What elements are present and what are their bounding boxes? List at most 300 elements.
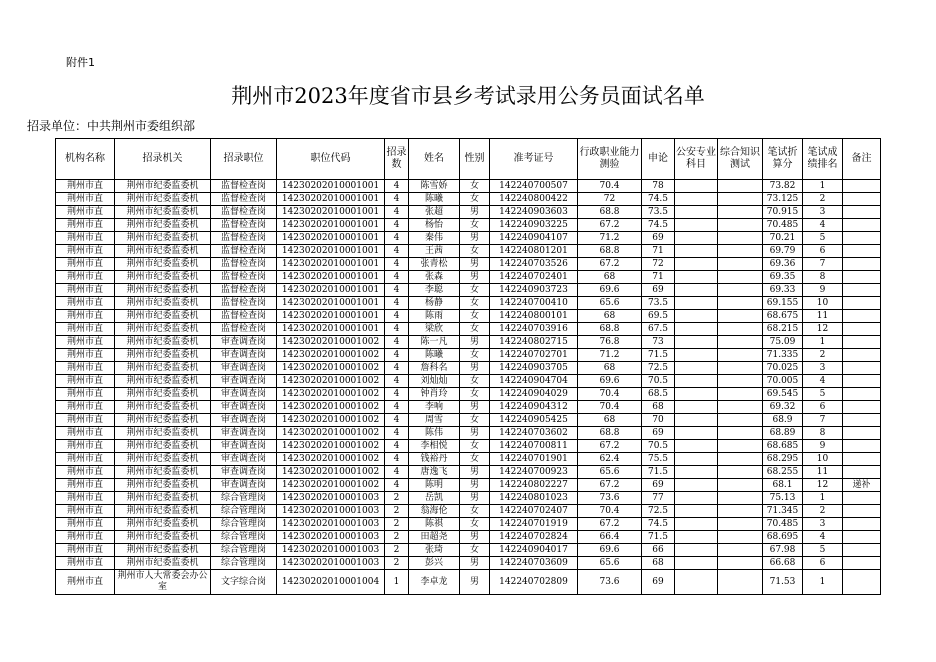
cell-police-subject	[675, 401, 718, 414]
cell-rank: 2	[803, 349, 843, 362]
cell-aptitude: 70.4	[578, 388, 642, 401]
cell-exam-id: 142240801023	[490, 492, 578, 505]
table-row	[56, 492, 881, 505]
cell-name: 陈祺	[409, 518, 460, 531]
cell-gender: 女	[460, 297, 490, 310]
cell-police-subject	[675, 440, 718, 453]
cell-police-subject	[675, 570, 718, 595]
cell-exam-id: 142240802715	[490, 336, 578, 349]
cell-position: 监督检查岗	[211, 219, 277, 232]
cell-remarks	[843, 180, 881, 193]
cell-gender: 男	[460, 362, 490, 375]
cell-position-code: 14230202010001002	[277, 440, 385, 453]
cell-quota: 4	[385, 362, 409, 375]
cell-converted-score: 68.215	[763, 323, 803, 336]
cell-name: 唐逸飞	[409, 466, 460, 479]
cell-general-knowledge	[718, 310, 763, 323]
cell-essay: 73.5	[642, 206, 675, 219]
cell-name: 陈雨	[409, 310, 460, 323]
cell-position: 综合管理岗	[211, 531, 277, 544]
cell-police-subject	[675, 362, 718, 375]
cell-general-knowledge	[718, 362, 763, 375]
cell-police-subject	[675, 414, 718, 427]
cell-aptitude: 70.4	[578, 401, 642, 414]
cell-police-subject	[675, 193, 718, 206]
cell-org: 荆州市直	[56, 531, 115, 544]
cell-rank: 5	[803, 544, 843, 557]
cell-gender: 女	[460, 453, 490, 466]
cell-essay: 69	[642, 570, 675, 595]
cell-remarks	[843, 219, 881, 232]
cell-aptitude: 68.8	[578, 323, 642, 336]
cell-exam-id: 142240702407	[490, 505, 578, 518]
cell-converted-score: 71.53	[763, 570, 803, 595]
cell-police-subject	[675, 466, 718, 479]
cell-name: 陈曦	[409, 349, 460, 362]
cell-exam-id: 142240904312	[490, 401, 578, 414]
cell-exam-id: 142240903603	[490, 206, 578, 219]
cell-name: 张青松	[409, 258, 460, 271]
cell-quota: 4	[385, 245, 409, 258]
cell-converted-score: 69.36	[763, 258, 803, 271]
cell-aptitude: 67.2	[578, 479, 642, 492]
cell-gender: 女	[460, 310, 490, 323]
cell-position: 监督检查岗	[211, 271, 277, 284]
cell-position-code: 14230202010001002	[277, 427, 385, 440]
header-converted-score: 笔试折算分	[763, 139, 803, 180]
header-general-knowledge: 综合知识测试	[718, 139, 763, 180]
cell-general-knowledge	[718, 518, 763, 531]
cell-essay: 72.5	[642, 362, 675, 375]
cell-rank: 8	[803, 271, 843, 284]
cell-agency: 荆州市纪委监委机	[115, 258, 211, 271]
cell-aptitude: 73.6	[578, 570, 642, 595]
cell-essay: 69	[642, 479, 675, 492]
cell-quota: 4	[385, 414, 409, 427]
cell-remarks	[843, 232, 881, 245]
cell-essay: 68	[642, 557, 675, 570]
cell-essay: 72	[642, 258, 675, 271]
cell-essay: 73.5	[642, 297, 675, 310]
cell-essay: 71.5	[642, 349, 675, 362]
table-header-row	[56, 139, 881, 180]
cell-general-knowledge	[718, 388, 763, 401]
cell-rank: 5	[803, 388, 843, 401]
table-row	[56, 531, 881, 544]
cell-police-subject	[675, 206, 718, 219]
cell-general-knowledge	[718, 180, 763, 193]
cell-rank: 12	[803, 323, 843, 336]
cell-aptitude: 70.4	[578, 180, 642, 193]
cell-gender: 男	[460, 232, 490, 245]
cell-exam-id: 142240703916	[490, 323, 578, 336]
cell-police-subject	[675, 245, 718, 258]
cell-gender: 女	[460, 505, 490, 518]
cell-agency: 荆州市纪委监委机	[115, 505, 211, 518]
cell-name: 陈曦	[409, 193, 460, 206]
cell-remarks	[843, 349, 881, 362]
cell-police-subject	[675, 232, 718, 245]
cell-name: 杨怡	[409, 219, 460, 232]
cell-essay: 68.5	[642, 388, 675, 401]
cell-rank: 10	[803, 453, 843, 466]
cell-gender: 男	[460, 531, 490, 544]
cell-remarks	[843, 362, 881, 375]
cell-gender: 男	[460, 570, 490, 595]
cell-position-code: 14230202010001001	[277, 180, 385, 193]
cell-agency: 荆州市纪委监委机	[115, 297, 211, 310]
cell-position: 审查调查岗	[211, 401, 277, 414]
cell-position: 综合管理岗	[211, 518, 277, 531]
cell-position-code: 14230202010001001	[277, 206, 385, 219]
cell-position: 监督检查岗	[211, 180, 277, 193]
cell-gender: 女	[460, 193, 490, 206]
cell-gender: 女	[460, 518, 490, 531]
cell-exam-id: 142240800101	[490, 310, 578, 323]
cell-remarks	[843, 492, 881, 505]
cell-agency: 荆州市纪委监委机	[115, 219, 211, 232]
cell-gender: 男	[460, 271, 490, 284]
cell-gender: 女	[460, 544, 490, 557]
cell-rank: 4	[803, 531, 843, 544]
cell-org: 荆州市直	[56, 414, 115, 427]
cell-converted-score: 68.89	[763, 427, 803, 440]
cell-org: 荆州市直	[56, 570, 115, 595]
cell-exam-id: 142240903723	[490, 284, 578, 297]
cell-remarks	[843, 505, 881, 518]
cell-org: 荆州市直	[56, 479, 115, 492]
cell-essay: 74.5	[642, 219, 675, 232]
cell-rank: 7	[803, 258, 843, 271]
cell-exam-id: 142240700811	[490, 440, 578, 453]
cell-position-code: 14230202010001001	[277, 297, 385, 310]
cell-converted-score: 66.68	[763, 557, 803, 570]
header-exam-id: 准考证号	[490, 139, 578, 180]
cell-converted-score: 69.545	[763, 388, 803, 401]
cell-remarks	[843, 271, 881, 284]
cell-org: 荆州市直	[56, 557, 115, 570]
cell-gender: 男	[460, 401, 490, 414]
cell-org: 荆州市直	[56, 427, 115, 440]
cell-agency: 荆州市纪委监委机	[115, 245, 211, 258]
cell-essay: 69	[642, 232, 675, 245]
cell-position-code: 14230202010001003	[277, 505, 385, 518]
header-rank: 笔试成绩排名	[803, 139, 843, 180]
cell-org: 荆州市直	[56, 206, 115, 219]
cell-agency: 荆州市纪委监委机	[115, 440, 211, 453]
cell-remarks	[843, 388, 881, 401]
cell-remarks	[843, 427, 881, 440]
cell-rank: 3	[803, 362, 843, 375]
cell-name: 翁海伦	[409, 505, 460, 518]
cell-org: 荆州市直	[56, 401, 115, 414]
cell-exam-id: 142240700507	[490, 180, 578, 193]
cell-aptitude: 71.2	[578, 349, 642, 362]
header-police-subject: 公安专业科目	[675, 139, 718, 180]
cell-exam-id: 142240702401	[490, 271, 578, 284]
cell-position-code: 14230202010001004	[277, 570, 385, 595]
cell-police-subject	[675, 427, 718, 440]
cell-position: 综合管理岗	[211, 557, 277, 570]
cell-quota: 4	[385, 440, 409, 453]
cell-gender: 女	[460, 323, 490, 336]
header-aptitude-test: 行政职业能力测验	[578, 139, 642, 180]
cell-position: 审查调查岗	[211, 440, 277, 453]
cell-position: 综合管理岗	[211, 544, 277, 557]
cell-position-code: 14230202010001003	[277, 544, 385, 557]
cell-agency: 荆州市纪委监委机	[115, 206, 211, 219]
cell-exam-id: 142240800422	[490, 193, 578, 206]
cell-name: 刘灿灿	[409, 375, 460, 388]
cell-agency: 荆州市纪委监委机	[115, 466, 211, 479]
cell-aptitude: 70.4	[578, 505, 642, 518]
cell-agency: 荆州市纪委监委机	[115, 414, 211, 427]
cell-general-knowledge	[718, 349, 763, 362]
cell-general-knowledge	[718, 557, 763, 570]
cell-general-knowledge	[718, 297, 763, 310]
cell-aptitude: 67.2	[578, 440, 642, 453]
cell-name: 钟肖玲	[409, 388, 460, 401]
cell-rank: 4	[803, 219, 843, 232]
cell-gender: 女	[460, 180, 490, 193]
header-agency: 招录机关	[115, 139, 211, 180]
cell-position-code: 14230202010001003	[277, 492, 385, 505]
cell-position: 审查调查岗	[211, 466, 277, 479]
cell-remarks	[843, 453, 881, 466]
cell-agency: 荆州市纪委监委机	[115, 310, 211, 323]
cell-name: 梁欣	[409, 323, 460, 336]
cell-position-code: 14230202010001001	[277, 232, 385, 245]
cell-police-subject	[675, 180, 718, 193]
cell-quota: 4	[385, 258, 409, 271]
cell-gender: 女	[460, 388, 490, 401]
cell-police-subject	[675, 258, 718, 271]
cell-remarks	[843, 310, 881, 323]
cell-essay: 78	[642, 180, 675, 193]
cell-essay: 71.5	[642, 531, 675, 544]
cell-position: 监督检查岗	[211, 193, 277, 206]
cell-converted-score: 68.9	[763, 414, 803, 427]
cell-position: 审查调查岗	[211, 388, 277, 401]
cell-police-subject	[675, 505, 718, 518]
cell-aptitude: 68	[578, 362, 642, 375]
table-row	[56, 479, 881, 492]
cell-name: 陈伟	[409, 427, 460, 440]
cell-exam-id: 142240703609	[490, 557, 578, 570]
header-position-code: 职位代码	[277, 139, 385, 180]
cell-agency: 荆州市纪委监委机	[115, 479, 211, 492]
table-row	[56, 544, 881, 557]
cell-name: 王茜	[409, 245, 460, 258]
cell-org: 荆州市直	[56, 440, 115, 453]
cell-quota: 4	[385, 388, 409, 401]
cell-police-subject	[675, 557, 718, 570]
cell-general-knowledge	[718, 284, 763, 297]
cell-aptitude: 67.2	[578, 258, 642, 271]
cell-police-subject	[675, 310, 718, 323]
cell-general-knowledge	[718, 206, 763, 219]
cell-remarks	[843, 518, 881, 531]
cell-remarks	[843, 245, 881, 258]
cell-gender: 女	[460, 245, 490, 258]
table-row	[56, 258, 881, 271]
header-name: 姓名	[409, 139, 460, 180]
cell-agency: 荆州市纪委监委机	[115, 284, 211, 297]
cell-org: 荆州市直	[56, 245, 115, 258]
cell-position-code: 14230202010001002	[277, 414, 385, 427]
cell-agency: 荆州市纪委监委机	[115, 531, 211, 544]
cell-exam-id: 142240701919	[490, 518, 578, 531]
cell-police-subject	[675, 336, 718, 349]
cell-police-subject	[675, 544, 718, 557]
cell-remarks	[843, 570, 881, 595]
cell-name: 陈一凡	[409, 336, 460, 349]
cell-converted-score: 68.685	[763, 440, 803, 453]
cell-org: 荆州市直	[56, 466, 115, 479]
cell-position: 文字综合岗	[211, 570, 277, 595]
cell-position-code: 14230202010001001	[277, 310, 385, 323]
cell-general-knowledge	[718, 466, 763, 479]
cell-agency: 荆州市纪委监委机	[115, 544, 211, 557]
cell-quota: 4	[385, 206, 409, 219]
cell-general-knowledge	[718, 427, 763, 440]
cell-org: 荆州市直	[56, 284, 115, 297]
cell-essay: 70.5	[642, 440, 675, 453]
cell-position-code: 14230202010001001	[277, 271, 385, 284]
header-org: 机构名称	[56, 139, 115, 180]
cell-converted-score: 69.79	[763, 245, 803, 258]
cell-rank: 11	[803, 466, 843, 479]
table-row	[56, 206, 881, 219]
cell-general-knowledge	[718, 193, 763, 206]
cell-converted-score: 69.155	[763, 297, 803, 310]
cell-general-knowledge	[718, 271, 763, 284]
table-row	[56, 518, 881, 531]
cell-aptitude: 68	[578, 271, 642, 284]
cell-remarks	[843, 414, 881, 427]
cell-quota: 4	[385, 180, 409, 193]
cell-converted-score: 68.695	[763, 531, 803, 544]
cell-remarks	[843, 544, 881, 557]
cell-org: 荆州市直	[56, 362, 115, 375]
cell-position: 审查调查岗	[211, 453, 277, 466]
table-row	[56, 271, 881, 284]
cell-essay: 71.5	[642, 466, 675, 479]
table-row	[56, 310, 881, 323]
cell-police-subject	[675, 518, 718, 531]
cell-position: 审查调查岗	[211, 362, 277, 375]
cell-quota: 2	[385, 531, 409, 544]
cell-general-knowledge	[718, 258, 763, 271]
cell-position-code: 14230202010001001	[277, 245, 385, 258]
cell-exam-id: 142240904704	[490, 375, 578, 388]
cell-org: 荆州市直	[56, 258, 115, 271]
table-row	[56, 466, 881, 479]
table-row	[56, 349, 881, 362]
cell-rank: 11	[803, 310, 843, 323]
cell-position-code: 14230202010001001	[277, 284, 385, 297]
cell-position: 审查调查岗	[211, 336, 277, 349]
cell-position: 审查调查岗	[211, 479, 277, 492]
table-row	[56, 284, 881, 297]
cell-essay: 72.5	[642, 505, 675, 518]
cell-position: 监督检查岗	[211, 206, 277, 219]
cell-rank: 5	[803, 232, 843, 245]
table-row	[56, 440, 881, 453]
cell-exam-id: 142240801201	[490, 245, 578, 258]
cell-essay: 74.5	[642, 193, 675, 206]
cell-exam-id: 142240904107	[490, 232, 578, 245]
cell-gender: 女	[460, 440, 490, 453]
cell-name: 周雪	[409, 414, 460, 427]
cell-general-knowledge	[718, 544, 763, 557]
cell-name: 李相悦	[409, 440, 460, 453]
cell-rank: 8	[803, 427, 843, 440]
cell-aptitude: 67.2	[578, 518, 642, 531]
cell-name: 秦伟	[409, 232, 460, 245]
cell-essay: 77	[642, 492, 675, 505]
cell-quota: 4	[385, 349, 409, 362]
cell-quota: 4	[385, 271, 409, 284]
cell-agency: 荆州市纪委监委机	[115, 193, 211, 206]
cell-remarks	[843, 375, 881, 388]
cell-general-knowledge	[718, 232, 763, 245]
cell-police-subject	[675, 349, 718, 362]
cell-rank: 2	[803, 505, 843, 518]
cell-general-knowledge	[718, 401, 763, 414]
cell-quota: 4	[385, 453, 409, 466]
cell-position: 审查调查岗	[211, 375, 277, 388]
cell-converted-score: 69.35	[763, 271, 803, 284]
cell-position: 监督检查岗	[211, 245, 277, 258]
cell-remarks	[843, 336, 881, 349]
cell-name: 杨静	[409, 297, 460, 310]
cell-position: 监督检查岗	[211, 310, 277, 323]
cell-aptitude: 68.8	[578, 206, 642, 219]
cell-position-code: 14230202010001002	[277, 349, 385, 362]
cell-rank: 1	[803, 570, 843, 595]
cell-essay: 67.5	[642, 323, 675, 336]
cell-position: 监督检查岗	[211, 232, 277, 245]
cell-position-code: 14230202010001002	[277, 362, 385, 375]
cell-agency: 荆州市纪委监委机	[115, 427, 211, 440]
cell-remarks	[843, 193, 881, 206]
cell-agency: 荆州市纪委监委机	[115, 349, 211, 362]
table-row	[56, 427, 881, 440]
cell-quota: 4	[385, 297, 409, 310]
table-row	[56, 336, 881, 349]
cell-quota: 4	[385, 284, 409, 297]
cell-converted-score: 68.1	[763, 479, 803, 492]
cell-agency: 荆州市纪委监委机	[115, 453, 211, 466]
cell-converted-score: 68.295	[763, 453, 803, 466]
cell-converted-score: 75.13	[763, 492, 803, 505]
cell-position: 综合管理岗	[211, 505, 277, 518]
cell-essay: 73	[642, 336, 675, 349]
cell-org: 荆州市直	[56, 388, 115, 401]
cell-exam-id: 142240903705	[490, 362, 578, 375]
cell-police-subject	[675, 375, 718, 388]
cell-gender: 女	[460, 284, 490, 297]
cell-police-subject	[675, 479, 718, 492]
cell-rank: 2	[803, 193, 843, 206]
table-body	[56, 180, 881, 595]
cell-essay: 69	[642, 427, 675, 440]
cell-org: 荆州市直	[56, 544, 115, 557]
cell-aptitude: 76.8	[578, 336, 642, 349]
table-row	[56, 362, 881, 375]
cell-quota: 2	[385, 557, 409, 570]
